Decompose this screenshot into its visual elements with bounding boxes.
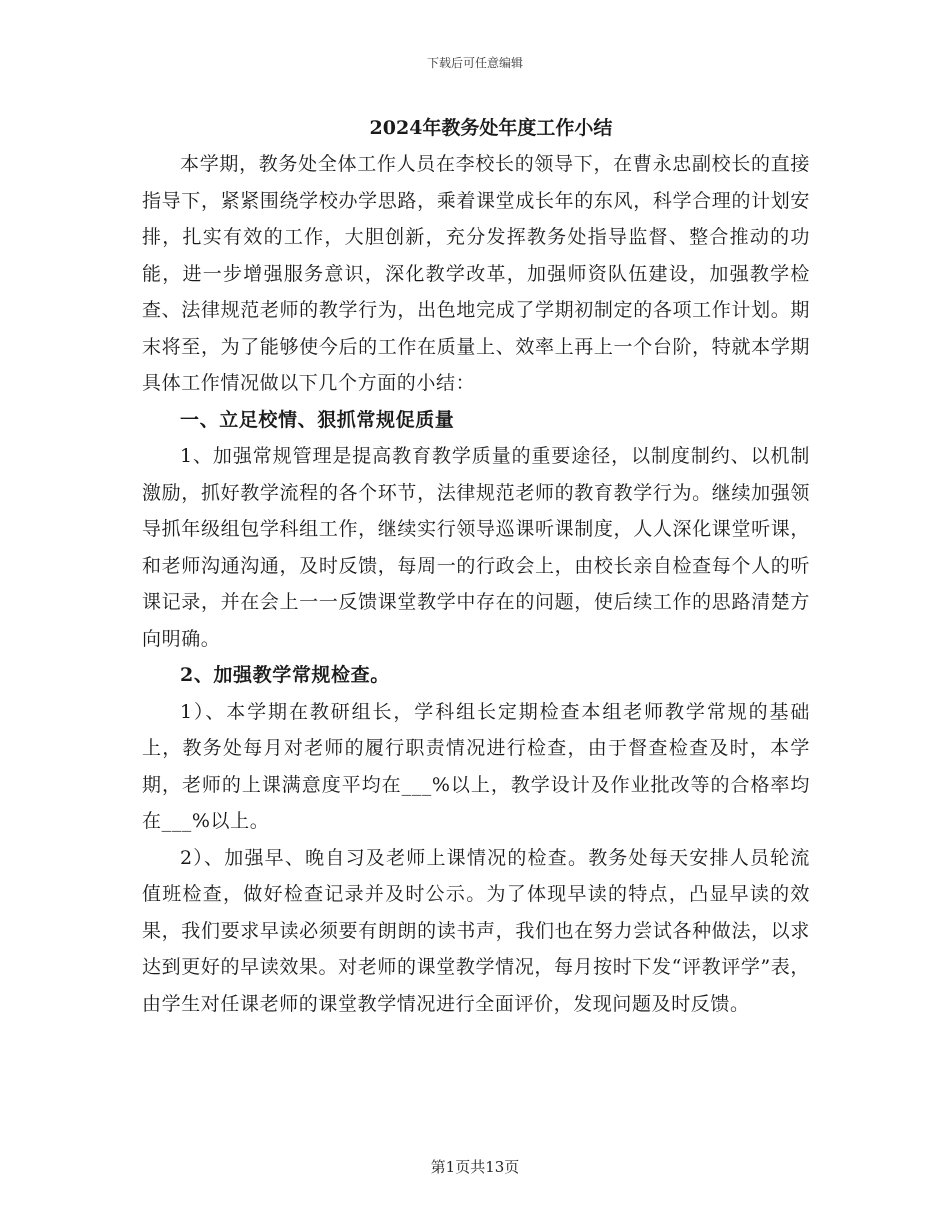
page-header-note: 下载后可任意编辑: [426, 56, 523, 70]
paragraph-routine-management: 1、加强常规管理是提高教育教学质量的重要途径，以制度制约、以机制激励，抓好教学流程的各个环节，法律规范老师的教育教学行为。继续加强领导抓年级组包学科组工作，继续实行领导巡课听课制度，人人深化课堂听课，和老师沟通沟通，及时反馈，每周一的行政会上，由校长亲自检查每个人的听课记录，并在会上一一反馈课堂教学中存在的问题，使后续工作的思路清楚方向明确。: [142, 445, 810, 650]
document-title: 2024年教务处年度工作小结: [369, 117, 613, 139]
subsection-heading-2: 2、加强教学常规检查。: [180, 664, 390, 686]
section-heading-1: 一、立足校情、狠抓常规促质量: [180, 408, 455, 431]
paragraph-inspection-1: 1）、本学期在教研组长，学科组长定期检查本组老师教学常规的基础上，教务处每月对老师的履行职责情况进行检查，由于督查检查及时，本学期，老师的上课满意度平均在___%以上，教学设计及作业批改等的合格率均在___%以上。: [142, 700, 810, 832]
page-number: 第1页共13页: [430, 1158, 520, 1176]
document-body: [142, 110, 810, 1022]
intro-paragraph: 本学期，教务处全体工作人员在李校长的领导下，在曹永忠副校长的直接指导下，紧紧围绕学校办学思路，乘着课堂成长年的东风，科学合理的计划安排，扎实有效的工作，大胆创新，充分发挥教务处指导监督、整合推动的功能，进一步增强服务意识，深化教学改革，加强师资队伍建设，加强教学检查、法律规范老师的教学行为，出色地完成了学期初制定的各项工作计划。期末将至，为了能够使今后的工作在质量上、效率上再上一个台阶，特就本学期具体工作情况做以下几个方面的小结：: [142, 153, 810, 394]
paragraph-inspection-2: 2）、加强早、晚自习及老师上课情况的检查。教务处每天安排人员轮流值班检查，做好检查记录并及时公示。为了体现早读的特点，凸显早读的效果，我们要求早读必须要有朗朗的读书声，我们也在努力尝试各种做法，以求达到更好的早读效果。对老师的课堂教学情况，每月按时下发“评教评学”表，由学生对任课老师的课堂教学情况进行全面评价，发现问题及时反馈。: [142, 846, 810, 1015]
